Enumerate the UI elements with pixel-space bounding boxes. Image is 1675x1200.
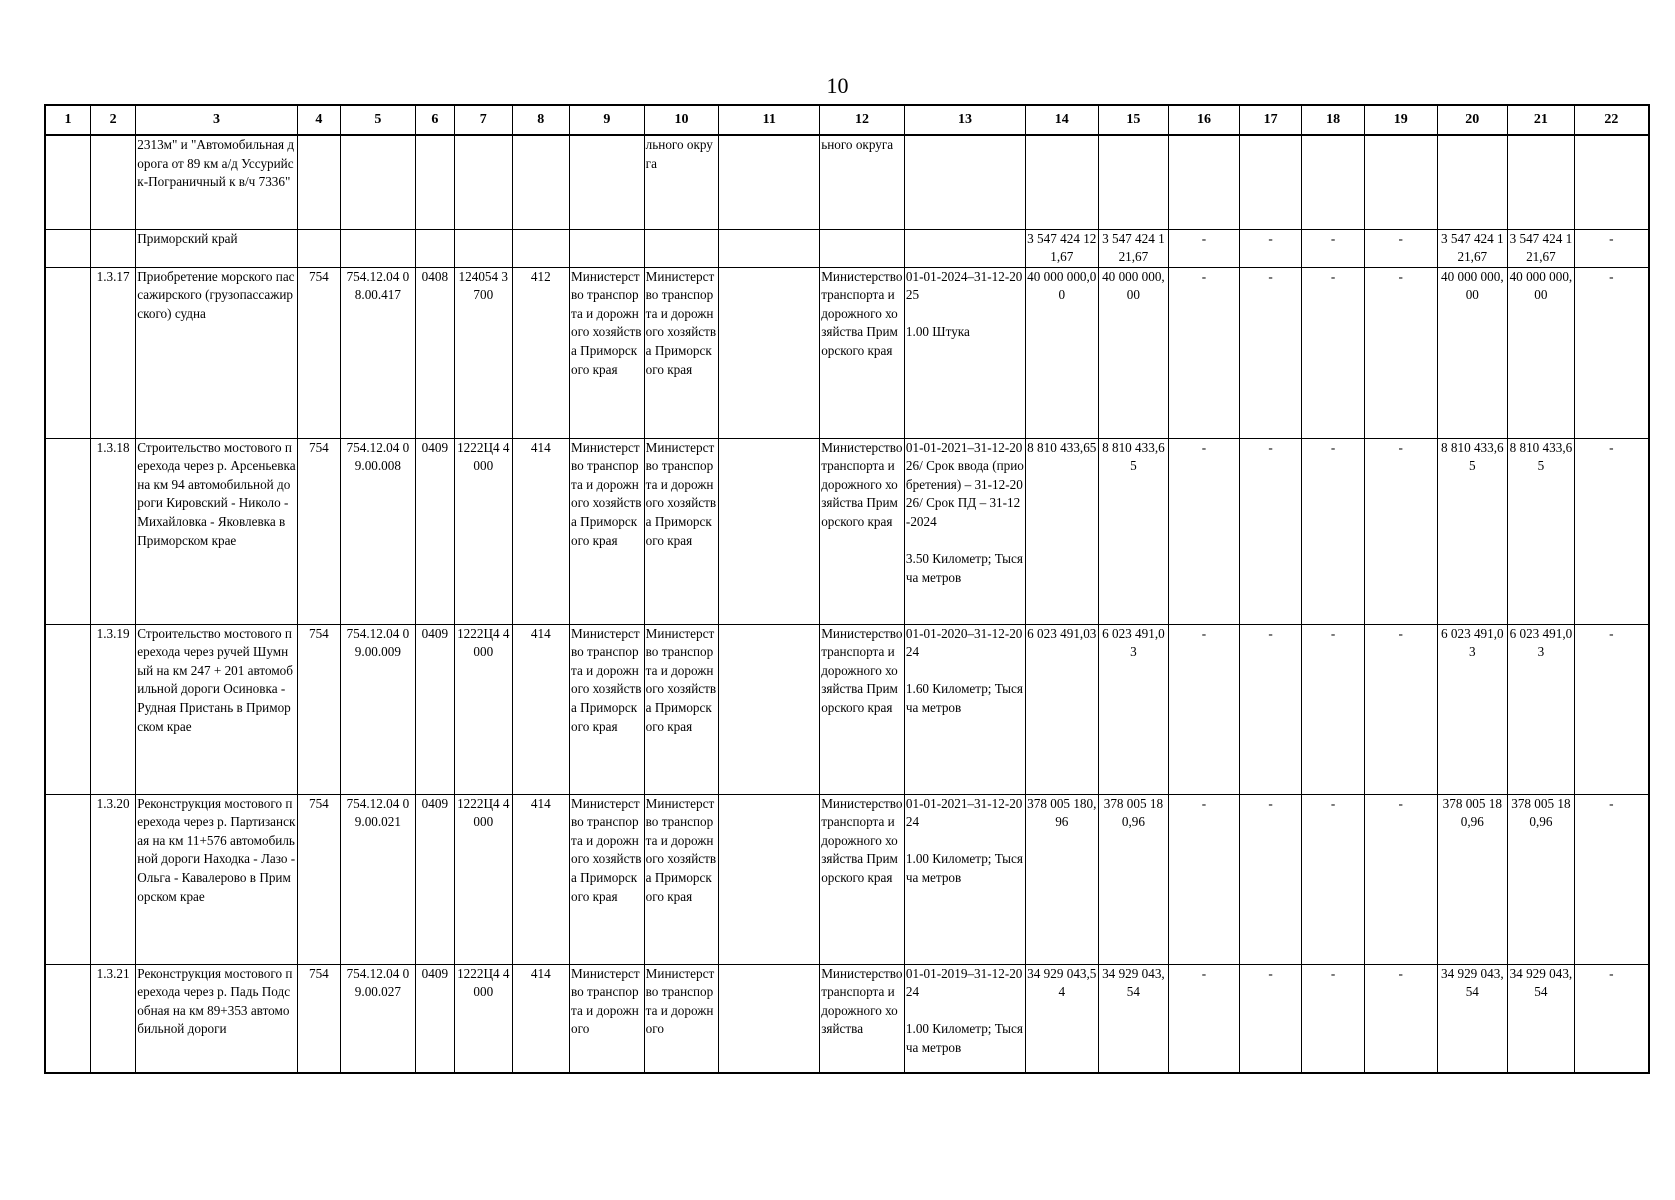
customer-cell: Министерство транспорта и дорожного хозяйства Приморского края [820, 624, 905, 794]
dash-cell: - [1364, 794, 1437, 964]
customer-cell: ьного округа [820, 135, 905, 229]
table-row [45, 267, 1649, 438]
dash-cell: - [1574, 229, 1649, 267]
registry-table [44, 104, 1650, 1074]
dash-cell: - [1574, 267, 1649, 438]
dash-cell: - [1239, 794, 1302, 964]
dash-cell: - [1169, 267, 1240, 438]
dash-cell: - [1364, 229, 1437, 267]
column-header: 20 [1437, 105, 1508, 135]
empty-cell [45, 624, 90, 794]
amount-cell: 8 810 433,65 [1098, 438, 1169, 624]
dash-cell: - [1574, 438, 1649, 624]
expense-type: 412 [512, 267, 570, 438]
row-code: 1.3.18 [90, 438, 135, 624]
responsible-cell: льного округа [644, 135, 719, 229]
rzpr-code: 0409 [415, 964, 454, 1073]
expense-type: 414 [512, 794, 570, 964]
amount-cell: 8 810 433,65 [1508, 438, 1575, 624]
object-name: Приобретение морского пассажирского (грузопассажирского) судна [136, 267, 297, 438]
responsible-cell: Министерство транспорта и дорожного хозяйства Приморского края [644, 267, 719, 438]
dash-cell: - [1574, 624, 1649, 794]
grbs-code: 754 [297, 964, 340, 1073]
period-and-capacity: 01-01-2020–31-12-2024 1.60 Километр; Тысяча метров [904, 624, 1025, 794]
customer-cell: Министерство транспорта и дорожного хозяйства Приморского края [820, 438, 905, 624]
dash-cell: - [1239, 229, 1302, 267]
amount-cell: 34 929 043,54 [1025, 964, 1098, 1073]
row-code: 1.3.19 [90, 624, 135, 794]
empty-cell [719, 964, 820, 1073]
dash-cell: - [1169, 229, 1240, 267]
empty-cell [45, 794, 90, 964]
empty-cell [45, 438, 90, 624]
period-and-capacity: 01-01-2021–31-12-2024 1.00 Километр; Тысяча метров [904, 794, 1025, 964]
amount-cell: 6 023 491,03 [1508, 624, 1575, 794]
amount-cell: 40 000 000,00 [1025, 267, 1098, 438]
amount-cell: 40 000 000,00 [1437, 267, 1508, 438]
column-header: 15 [1098, 105, 1169, 135]
table-row [45, 624, 1649, 794]
grbs-code: 754 [297, 267, 340, 438]
column-header: 8 [512, 105, 570, 135]
column-header: 12 [820, 105, 905, 135]
csr-code: 754.12.04 09.00.021 [341, 794, 416, 964]
dash-cell: - [1302, 229, 1365, 267]
dash-cell: - [1364, 267, 1437, 438]
column-header: 3 [136, 105, 297, 135]
dash-cell: - [1169, 964, 1240, 1073]
column-header: 5 [341, 105, 416, 135]
target-article: 124054 3700 [455, 267, 513, 438]
table-row [45, 794, 1649, 964]
rzpr-code: 0409 [415, 438, 454, 624]
period-and-capacity: 01-01-2021–31-12-2026/ Срок ввода (приобретения) – 31-12-2026/ Срок ПД – 31-12-2024 3.50 Километр; Тысяча метров [904, 438, 1025, 624]
continuation-row [45, 135, 1649, 229]
customer-cell: Министерство транспорта и дорожного хозяйства [820, 964, 905, 1073]
row-code: 1.3.17 [90, 267, 135, 438]
expense-type: 414 [512, 624, 570, 794]
row-code: 1.3.21 [90, 964, 135, 1073]
empty-cell [719, 624, 820, 794]
amount-cell: 378 005 180,96 [1437, 794, 1508, 964]
responsible-cell: Министерство транспорта и дорожного хозяйства Приморского края [644, 438, 719, 624]
column-header: 21 [1508, 105, 1575, 135]
page-number: 10 [826, 73, 849, 98]
amount-cell: 378 005 180,96 [1508, 794, 1575, 964]
amount-cell: 3 547 424 121,67 [1437, 229, 1508, 267]
subtotal-label: Приморский край [136, 229, 297, 267]
responsible-executor: Министерство транспорта и дорожного хозяйства Приморского края [570, 794, 645, 964]
object-name: 2313м" и "Автомобильная дорога от 89 км а/д Уссурийск-Пограничный к в/ч 7336" [136, 135, 297, 229]
column-header: 9 [570, 105, 645, 135]
dash-cell: - [1239, 267, 1302, 438]
column-header: 1 [45, 105, 90, 135]
grbs-code: 754 [297, 794, 340, 964]
column-header: 17 [1239, 105, 1302, 135]
column-header: 6 [415, 105, 454, 135]
responsible-executor: Министерство транспорта и дорожного хозяйства Приморского края [570, 438, 645, 624]
dash-cell: - [1302, 438, 1365, 624]
amount-cell: 40 000 000,00 [1508, 267, 1575, 438]
amount-cell: 378 005 180,96 [1025, 794, 1098, 964]
dash-cell: - [1302, 964, 1365, 1073]
amount-cell: 40 000 000,00 [1098, 267, 1169, 438]
amount-cell: 3 547 424 121,67 [1025, 229, 1098, 267]
column-header: 4 [297, 105, 340, 135]
amount-cell: 378 005 180,96 [1098, 794, 1169, 964]
object-name: Реконструкция мостового перехода через р. Падь Подсобная на км 89+353 автомобильной дороги [136, 964, 297, 1073]
column-header: 18 [1302, 105, 1365, 135]
responsible-cell: Министерство транспорта и дорожного хозяйства Приморского края [644, 794, 719, 964]
responsible-executor: Министерство транспорта и дорожного хозяйства Приморского края [570, 624, 645, 794]
expense-type: 414 [512, 438, 570, 624]
empty-cell [719, 438, 820, 624]
target-article: 1222Ц4 4000 [455, 624, 513, 794]
column-header: 16 [1169, 105, 1240, 135]
amount-cell: 6 023 491,03 [1098, 624, 1169, 794]
amount-cell: 3 547 424 121,67 [1508, 229, 1575, 267]
dash-cell: - [1302, 624, 1365, 794]
amount-cell: 6 023 491,03 [1437, 624, 1508, 794]
csr-code: 754.12.04 08.00.417 [341, 267, 416, 438]
csr-code: 754.12.04 09.00.009 [341, 624, 416, 794]
amount-cell: 34 929 043,54 [1437, 964, 1508, 1073]
dash-cell: - [1239, 438, 1302, 624]
amount-cell: 3 547 424 121,67 [1098, 229, 1169, 267]
period-and-capacity: 01-01-2019–31-12-2024 1.00 Километр; Тысяча метров [904, 964, 1025, 1073]
column-header: 10 [644, 105, 719, 135]
dash-cell: - [1169, 438, 1240, 624]
rzpr-code: 0408 [415, 267, 454, 438]
empty-cell [719, 267, 820, 438]
rzpr-code: 0409 [415, 624, 454, 794]
dash-cell: - [1364, 964, 1437, 1073]
header-row [45, 105, 1649, 135]
grbs-code: 754 [297, 438, 340, 624]
amount-cell: 8 810 433,65 [1437, 438, 1508, 624]
column-header: 7 [455, 105, 513, 135]
dash-cell: - [1302, 794, 1365, 964]
empty-cell [45, 267, 90, 438]
subtotal-row [45, 229, 1649, 267]
column-header: 19 [1364, 105, 1437, 135]
responsible-executor: Министерство транспорта и дорожного [570, 964, 645, 1073]
amount-cell: 34 929 043,54 [1508, 964, 1575, 1073]
object-name: Реконструкция мостового перехода через р. Партизанская на км 11+576 автомобильной дороги Находка - Лазо - Ольга - Кавалерово в Приморском крае [136, 794, 297, 964]
amount-cell: 6 023 491,03 [1025, 624, 1098, 794]
dash-cell: - [1239, 624, 1302, 794]
empty-cell [719, 794, 820, 964]
column-header: 14 [1025, 105, 1098, 135]
empty-cell [45, 964, 90, 1073]
period-and-capacity: 01-01-2024–31-12-2025 1.00 Штука [904, 267, 1025, 438]
dash-cell: - [1364, 438, 1437, 624]
dash-cell: - [1302, 267, 1365, 438]
dash-cell: - [1574, 794, 1649, 964]
expense-type: 414 [512, 964, 570, 1073]
dash-cell: - [1169, 624, 1240, 794]
column-header: 22 [1574, 105, 1649, 135]
target-article: 1222Ц4 4000 [455, 794, 513, 964]
table-row [45, 438, 1649, 624]
column-header: 11 [719, 105, 820, 135]
csr-code: 754.12.04 09.00.027 [341, 964, 416, 1073]
target-article: 1222Ц4 4000 [455, 964, 513, 1073]
column-header: 2 [90, 105, 135, 135]
responsible-executor: Министерство транспорта и дорожного хозяйства Приморского края [570, 267, 645, 438]
csr-code: 754.12.04 09.00.008 [341, 438, 416, 624]
amount-cell: 34 929 043,54 [1098, 964, 1169, 1073]
grbs-code: 754 [297, 624, 340, 794]
customer-cell: Министерство транспорта и дорожного хозяйства Приморского края [820, 267, 905, 438]
row-code: 1.3.20 [90, 794, 135, 964]
responsible-cell: Министерство транспорта и дорожного [644, 964, 719, 1073]
dash-cell: - [1364, 624, 1437, 794]
rzpr-code: 0409 [415, 794, 454, 964]
dash-cell: - [1169, 794, 1240, 964]
dash-cell: - [1239, 964, 1302, 1073]
customer-cell: Министерство транспорта и дорожного хозяйства Приморского края [820, 794, 905, 964]
object-name: Строительство мостового перехода через р. Арсеньевка на км 94 автомобильной дороги Кировский - Николо - Михайловка - Яковлевка в Приморском крае [136, 438, 297, 624]
column-header: 13 [904, 105, 1025, 135]
table-row [45, 964, 1649, 1073]
responsible-cell: Министерство транспорта и дорожного хозяйства Приморского края [644, 624, 719, 794]
amount-cell: 8 810 433,65 [1025, 438, 1098, 624]
target-article: 1222Ц4 4000 [455, 438, 513, 624]
dash-cell: - [1574, 964, 1649, 1073]
object-name: Строительство мостового перехода через ручей Шумный на км 247 + 201 автомобильной дороги Осиновка - Рудная Пристань в Приморском крае [136, 624, 297, 794]
